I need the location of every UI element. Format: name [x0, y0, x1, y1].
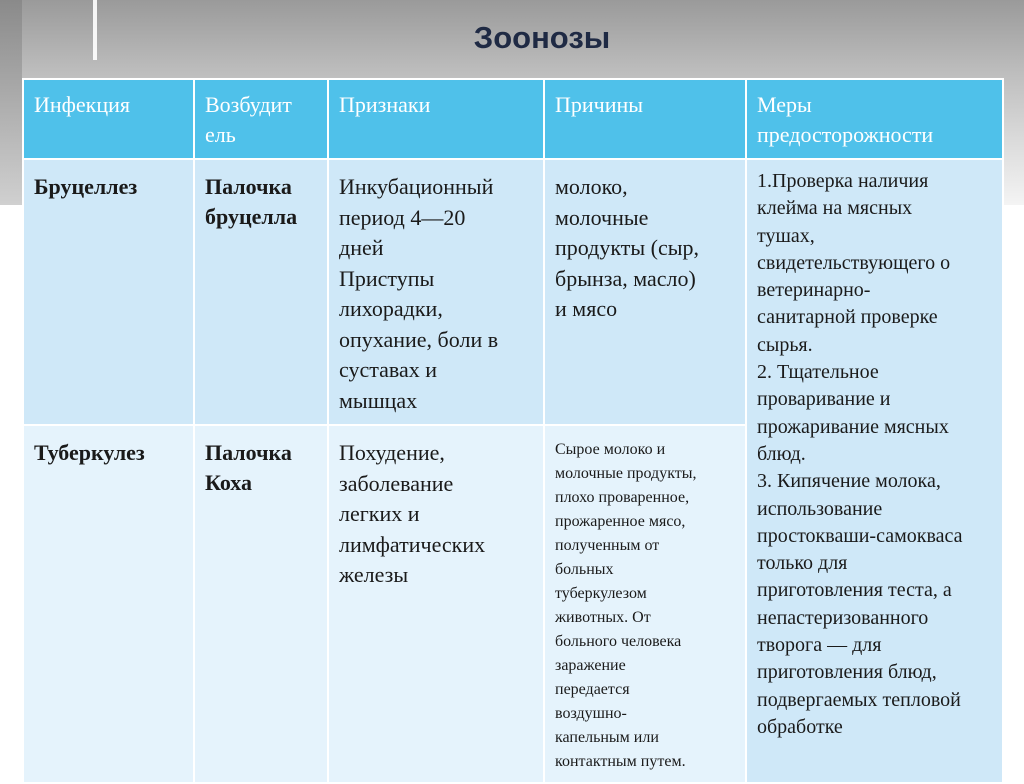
agent-name: Палочка Коха	[205, 440, 292, 495]
causes-text: Сырое молоко и молочные продукты, плохо проваренное, прожаренное мясо, полученным от больных туберкулезом животных. От больного человека заражение передается воздушно- капельным или контактным путем.	[555, 441, 697, 770]
agent-name: Палочка бруцелла	[205, 174, 298, 229]
slide-title: Зоонозы	[473, 20, 611, 55]
cell-measures	[746, 159, 1003, 783]
cell-infection	[23, 159, 194, 425]
cell-symptoms	[328, 159, 544, 425]
table-header-row	[23, 79, 1003, 159]
cell-agent	[194, 425, 328, 783]
cell-agent	[194, 159, 328, 425]
cell-causes	[544, 159, 746, 425]
header-agent: Возбудит ель	[194, 79, 328, 159]
header-causes: Причины	[544, 79, 746, 159]
header-measures: Меры предосторожности	[746, 79, 1003, 159]
table-row	[23, 159, 1003, 425]
header-symptoms: Признаки	[328, 79, 544, 159]
cell-causes	[544, 425, 746, 783]
symptoms-text: Похудение, заболевание легких и лимфатических железы	[339, 440, 486, 587]
cell-infection	[23, 425, 194, 783]
symptoms-text: Инкубационный период 4—20 дней Приступы лихорадки, опухание, боли в суставах и мышцах	[339, 174, 499, 413]
infection-name: Туберкулез	[34, 440, 145, 465]
measures-text: 1.Проверка наличия клейма на мясных тушах, свидетельствующего о ветеринарно- санитарной проверке сырья. 2. Тщательное проваривание и прожаривание мясных блюд. 3. Кипячение молока, использование простокваши-самокваса только для приготовления теста, а непастеризованного творога — для приготовления блюд, подвергаемых тепловой обработке	[757, 170, 963, 738]
zoonoses-table	[22, 78, 1004, 784]
infection-name: Бруцеллез	[34, 174, 138, 199]
cell-symptoms	[328, 425, 544, 783]
causes-text: молоко, молочные продукты (сыр, брынза, масло) и мясо	[555, 174, 699, 321]
header-infection: Инфекция	[23, 79, 194, 159]
